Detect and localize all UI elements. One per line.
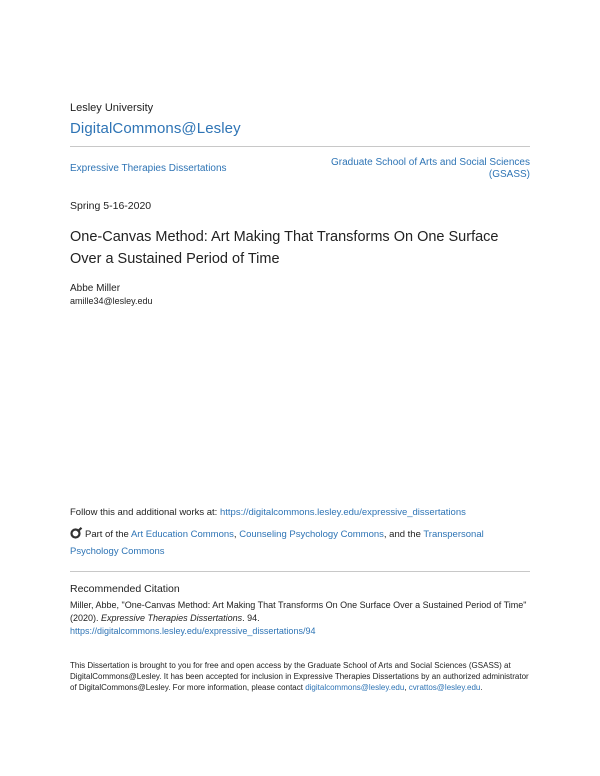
author-name: Abbe Miller — [70, 283, 121, 294]
repository-brand-link[interactable]: DigitalCommons@Lesley — [70, 120, 241, 137]
citation-url-link[interactable]: https://digitalcommons.lesley.edu/expressive_dissertations/94 — [70, 626, 316, 636]
citation-number: . 94. — [242, 613, 260, 623]
header-divider — [70, 146, 530, 147]
citation-series: Expressive Therapies Dissertations — [101, 613, 243, 623]
collection-link-gsass[interactable] — [290, 157, 530, 181]
contact-email-link-cvrattos[interactable]: cvrattos@lesley.edu — [408, 683, 481, 692]
follow-line — [70, 507, 466, 518]
access-statement-sep: , — [404, 683, 409, 692]
access-statement-text: This Dissertation is brought to you for free and open access by the Graduate School of Arts and Social Sciences (GSASS) at DigitalCommons@Lesley. It has been accepted for inclusion in Expressive Therapies Dissertations by an authorized administrator of DigitalCommons@Lesley. For more information, please contact — [70, 661, 529, 692]
author-email: amille34@lesley.edu — [70, 296, 153, 306]
follow-url-link[interactable]: https://digitalcommons.lesley.edu/expressive_dissertations — [219, 507, 466, 518]
part-of-line — [70, 526, 530, 560]
publication-date: Spring 5-16-2020 — [70, 200, 152, 212]
citation-heading: Recommended Citation — [70, 583, 180, 595]
university-name: Lesley University — [70, 102, 154, 114]
access-statement — [70, 660, 530, 693]
citation-divider — [70, 571, 530, 572]
document-title-line1: One-Canvas Method: Art Making That Transforms On One Surface — [70, 229, 499, 245]
contact-email-link-digitalcommons[interactable]: digitalcommons@lesley.edu — [305, 683, 405, 692]
commons-link-counseling-psychology[interactable]: Counseling Psychology Commons — [239, 529, 384, 540]
cover-page — [70, 0, 530, 776]
commons-link-transpersonal-psychology[interactable]: Transpersonal Psychology Commons — [70, 529, 484, 557]
document-title — [70, 226, 530, 270]
citation-text: Miller, Abbe, "One-Canvas Method: Art Making That Transforms On One Surface Over a Sustained Period of Time" (2020). — [70, 600, 527, 623]
commons-link-art-education[interactable]: Art Education Commons — [130, 529, 234, 540]
follow-prefix: Follow this and additional works at: — [70, 507, 220, 518]
access-statement-end: . — [480, 683, 483, 692]
collection-link-dissertations[interactable]: Expressive Therapies Dissertations — [70, 163, 227, 174]
bepress-commons-icon — [70, 527, 83, 539]
part-of-sep2: , and the — [383, 529, 424, 540]
collection-gsass-line2: (GSASS) — [488, 169, 530, 180]
part-of-sep1: , — [233, 529, 240, 540]
citation-body — [70, 599, 530, 638]
collection-gsass-line1: Graduate School of Arts and Social Sciences — [330, 157, 530, 168]
document-title-line2: Over a Sustained Period of Time — [70, 251, 280, 267]
part-of-prefix: Part of the — [85, 529, 131, 540]
